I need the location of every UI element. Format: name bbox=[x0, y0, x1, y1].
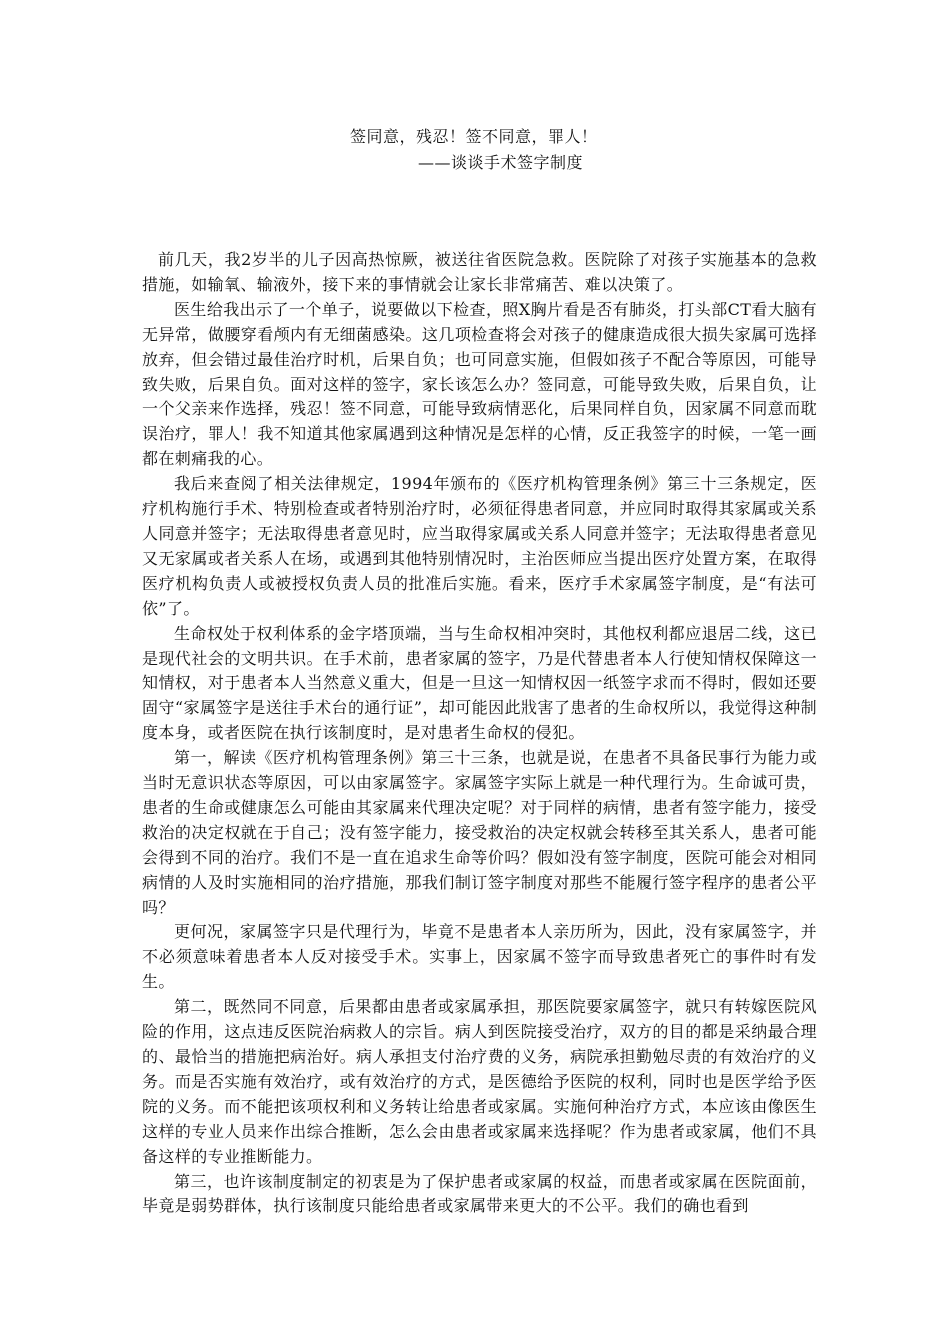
paragraph-3: 我后来查阅了相关法律规定，1994年颁布的《医疗机构管理条例》第三十三条规定，医疗机构施行手术、特别检查或者特别治疗时，必须征得患者同意，并应同时取得其家属或关系人同意并签字；无法取得患者意见时，应当取得家属或关系人同意并签字；无法取得患者意见又无家属或者关系人在场，或遇到其他特别情况时，主治医师应当提出医疗处置方案，在取得医疗机构负责人或被授权负责人员的批准后实施。看来，医疗手术家属签字制度，是“有法可依”了。 bbox=[142, 474, 817, 618]
paragraph-4: 生命权处于权利体系的金字塔顶端，当与生命权相冲突时，其他权利都应退居二线，这已是现代社会的文明共识。在手术前，患者家属的签字，乃是代替患者本人行使知情权保障这一知情权，对于患者本人当然意义重大，但是一旦这一知情权因一纸签字求而不得时，假如还要固守“家属签字是送往手术台的通行证”，却可能因此戕害了患者的生命权所以，我觉得这种制度本身，或者医院在执行该制度时，是对患者生命权的侵犯。 bbox=[142, 623, 817, 743]
article-subtitle: ——谈谈手术签字制度 bbox=[418, 153, 584, 172]
paragraph-1: 前几天，我2岁半的儿子因高热惊厥，被送往省医院急救。医院除了对孩子实施基本的急救措施，如输氧、输液外，接下来的事情就会让家长非常痛苦、难以决策了。 bbox=[142, 250, 817, 294]
article-title: 签同意，残忍！签不同意，罪人！ bbox=[350, 127, 598, 146]
article-body bbox=[142, 248, 817, 1219]
paragraph-6: 更何况，家属签字只是代理行为，毕竟不是患者本人亲历所为，因此，没有家属签字，并不必须意味着患者本人反对接受手术。实事上，因家属不签字而导致患者死亡的事件时有发生。 bbox=[142, 922, 817, 992]
paragraph-8: 第三，也许该制度制定的初衷是为了保护患者或家属的权益，而患者或家属在医院面前，毕竟是弱势群体，执行该制度只能给患者或家属带来更大的不公平。我们的确也看到 bbox=[142, 1171, 817, 1216]
paragraph-2: 医生给我出示了一个单子，说要做以下检查，照X胸片看是否有肺炎，打头部CT看大脑有无异常，做腰穿看颅内有无细菌感染。这几项检查将会对孩子的健康造成很大损失家属可选择放弃，但会错过最佳治疗时机，后果自负；也可同意实施，但假如孩子不配合等原因，可能导致失败，后果自负。面对这样的签字，家长该怎么办？签同意，可能导致失败，后果自负，让一个父亲来作选择，残忍！签不同意，可能导致病情恶化，后果同样自负，因家属不同意而耽误治疗，罪人！我不知道其他家属遇到这种情况是怎样的心情，反正我签字的时候，一笔一画都在刺痛我的心。 bbox=[142, 299, 817, 469]
paragraph-5: 第一，解读《医疗机构管理条例》第三十三条，也就是说，在患者不具备民事行为能力或当时无意识状态等原因，可以由家属签字。家属签字实际上就是一种代理行为。生命诚可贵，患者的生命或健康怎么可能由其家属来代理决定呢？对于同样的病情，患者有签字能力，接受救治的决定权就在于自己；没有签字能力，接受救治的决定权就会转移至其关系人，患者可能会得到不同的治疗。我们不是一直在追求生命等价吗？假如没有签字制度，医院可能会对相同病情的人及时实施相同的治疗措施，那我们制订签字制度对那些不能履行签字程序的患者公平吗？ bbox=[142, 748, 817, 917]
title-block bbox=[0, 124, 950, 176]
paragraph-7: 第二，既然同不同意，后果都由患者或家属承担，那医院要家属签字，就只有转嫁医院风险的作用，这点违反医院治病救人的宗旨。病人到医院接受治疗，双方的目的都是采纳最合理的、最恰当的措施把病治好。病人承担支付治疗费的义务，病院承担勤勉尽责的有效治疗的义务。而是否实施有效治疗，或有效治疗的方式，是医德给予医院的权利，同时也是医学给予医院的义务。而不能把该项权利和义务转让给患者或家属。实施何种治疗方式，本应该由像医生这样的专业人员来作出综合推断，怎么会由患者或家属来选择呢？作为患者或家属，他们不具备这样的专业推断能力。 bbox=[142, 997, 817, 1166]
